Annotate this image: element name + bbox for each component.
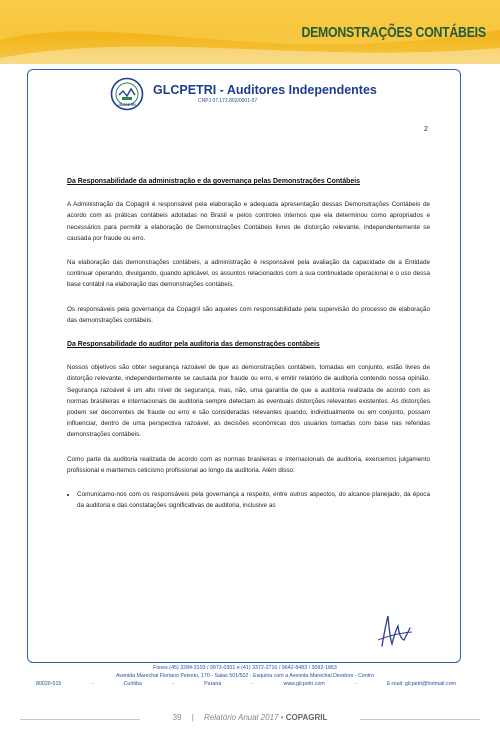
footer-sep: - [172,681,174,687]
firm-name: GLCPETRI - Auditores Independentes [153,83,377,97]
paragraph: A Administração da Copagril é responsável pela elaboração e adequada apresentação dessas Demonstrações Contábeis de acordo com as práticas contábeis adotadas no Brasil e pelos controles internos que ela determinou como apropriados e necessários para permitir a elaboração de Demonstrações Contábeis livres de distorção relevante, independentemente se causada por fraude ou erro. [67,201,430,242]
heading-auditor-responsibility: Da Responsabilidade do auditor pela auditoria das demonstrações contábeis [67,341,320,349]
page-footer [0,710,500,730]
footer-sep: - [251,681,254,687]
paragraph: Os responsáveis pela governança da Copagril são aqueles com responsabilidade pela supervisão do processo de elaboração das demonstrações contábeis. [67,305,430,324]
footer-contact-row [30,680,460,688]
bullet-item: • Comunicamo-nos com os responsáveis pela governança a respeito, entre outros aspectos, do alcance planejado, da época da auditoria e das constatações significativas de auditoria, inclusive as [77,489,430,511]
letter-footer [30,664,460,688]
bullet-list [67,489,430,511]
footer-address: Avenida Marechal Floriano Peixoto, 170 - Salas 501/502 - Esquina com a Avenida Marechal Deodoro - Centro [115,673,375,679]
signature-icon [374,606,414,652]
footer-phones: Fones (45) 3284-3103 / 9973-0301 e (41) 3372-2710 / 9642-8483 / 3092-1863 [153,665,337,671]
page-number: 39 [172,713,182,722]
footer-website[interactable]: www.glcpetri.com [283,681,325,687]
footer-sep: - [354,681,357,687]
brand-name: COPAGRIL [285,713,328,722]
footer-bullet: • [280,713,284,722]
report-title: Relatório Anual 2017 [204,713,279,722]
letter-page-number: 2 [424,126,428,133]
glcpetri-logo [110,77,144,111]
paragraph: Como parte da auditoria realizada de acordo com as normas brasileiras e internacionais de auditoria, exercemos julgamento profissional e mantemos ceticismo profissional ao longo da auditoria. Além disso: [67,455,430,474]
paragraph: Nossos objetivos são obter segurança razoável de que as demonstrações contábeis, tomadas em conjunto, estão livres de distorção relevante, independentemente se causada por fraude ou erro, e emitir relatório de auditoria contendo nossa opinião. Segurança razoável é um alto nível de segurança, mas, não, uma garantia de que a auditoria realizada de acordo com as normas brasileiras e internacionais de auditoria sempre detectam as eventuais distorções relevantes existentes. As distorções podem ser decorrentes de fraude ou erro e são consideradas relevantes quando, individualmente ou em conjunto, possam influenciar, dentro de uma perspectiva razoável, as decisões econômicas dos usuários tomadas com base nas referidas demonstrações contábeis. [67,364,430,439]
cnpj: CNPJ 07.172.892/0001-57 [198,98,258,104]
letter-body [67,176,430,511]
footer-state: Paraná [204,681,222,687]
footer-email[interactable]: E-mail: glcpetri@hotmail.com [386,681,456,687]
page-footer-text [0,713,500,722]
footer-sep: - [91,681,94,687]
footer-city: Curitiba [123,681,142,687]
logo-text: GLCPETRI [118,103,136,107]
footer-divider: | [191,713,194,722]
heading-management-responsibility: Da Responsabilidade da administração e da governança pelas Demonstrações Contábeis [67,178,360,185]
section-title: DEMONSTRAÇÕES CONTÁBEIS [301,24,486,41]
paragraph: Na elaboração das demonstrações contábeis, a administração é responsável pela avaliação da capacidade de a Entidade continuar operando, divulgando, quando aplicável, os assuntos relacionados com a sua continuidade operacional e o uso dessa base contábil na elaboração das demonstrações contábeis. [67,259,430,289]
footer-cep: 80020-515 [36,681,62,687]
